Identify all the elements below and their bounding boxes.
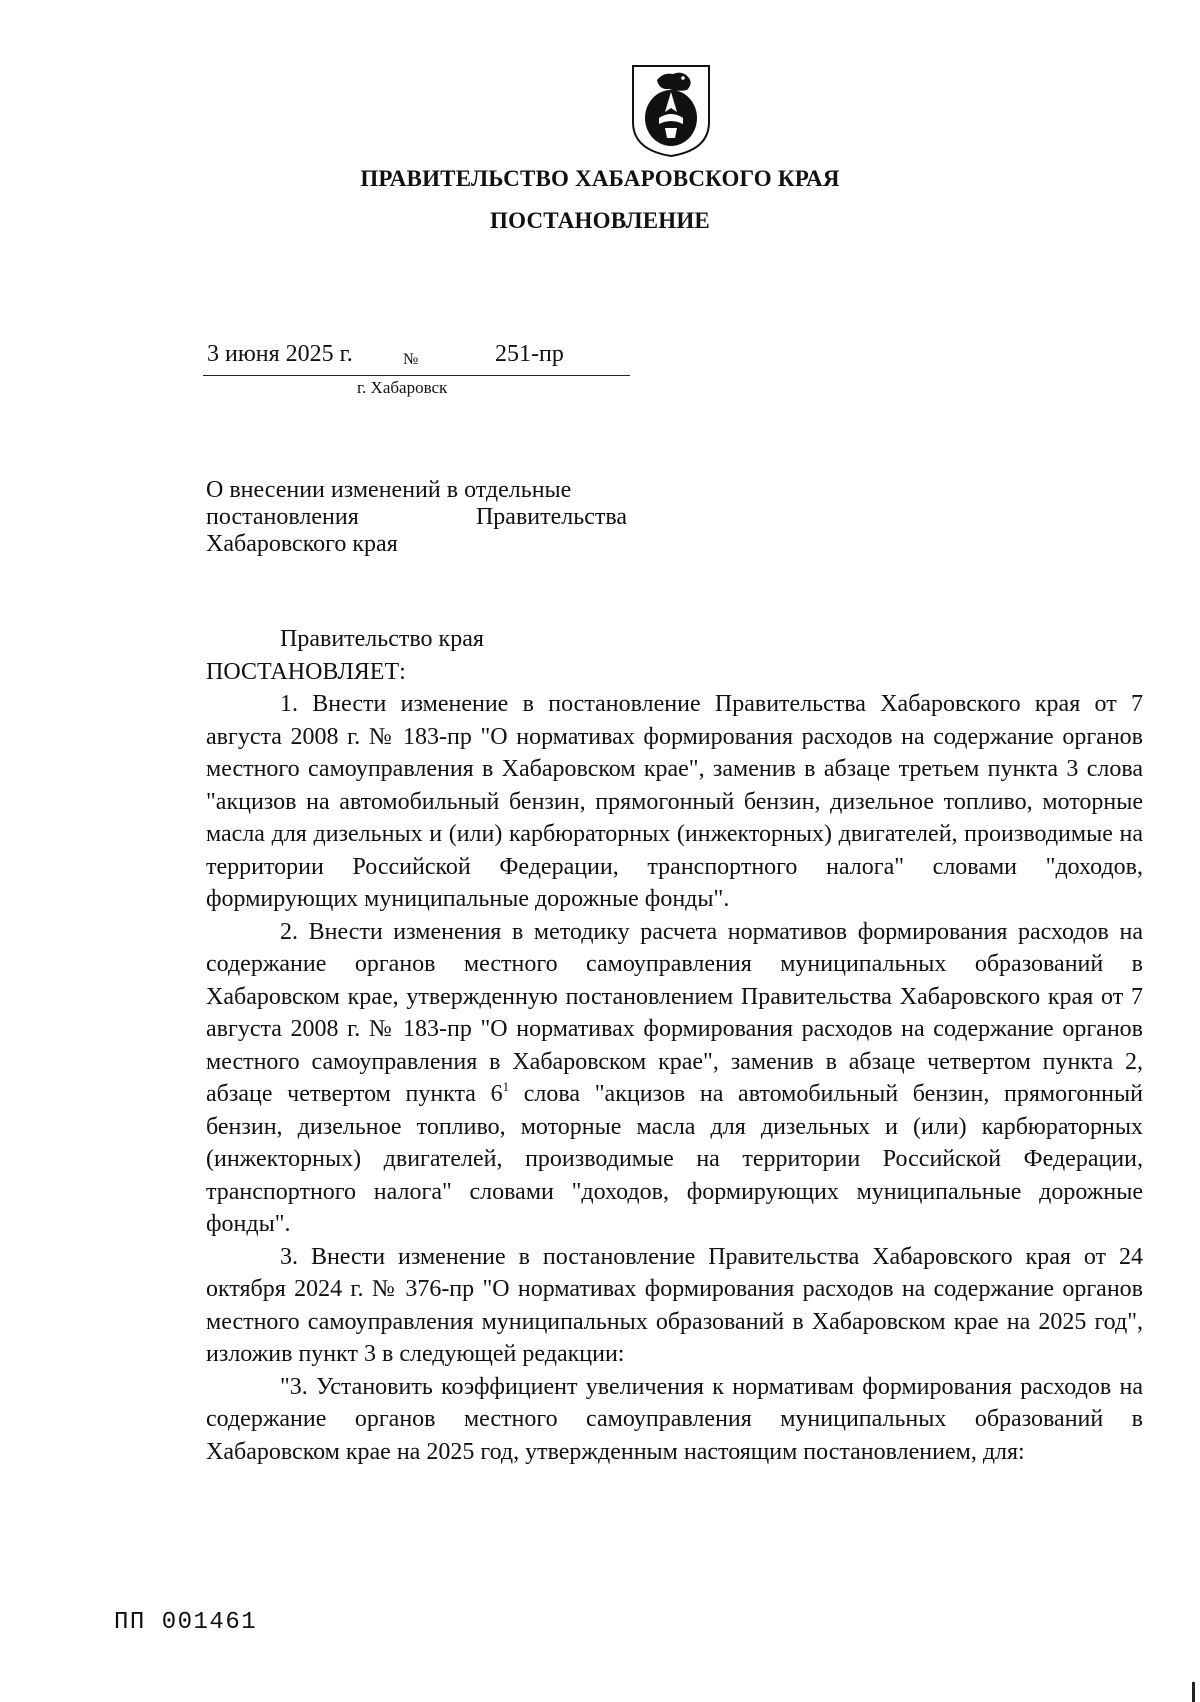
coat-of-arms-icon [629, 62, 713, 158]
subject-line-2-left: постановления [206, 504, 359, 530]
paragraph-2-part-2: слова "акцизов на автомобильный бензин, прямогонный бензин, дизельное топливо, моторные масла для дизельных и (или) карбюраторных (инжекторных) двигателей, производимые на территории Российской Федерации, транспортного налога" словами "доходов, формирующих муниципальные дорожные фонды". [206, 1081, 1143, 1237]
date-number-line [203, 341, 630, 376]
document-subject [206, 477, 627, 558]
paragraph-2-superscript: 1 [502, 1079, 510, 1094]
paragraph-2-part-1: 2. Внести изменения в методику расчета нормативов формирования расходов на содержание органов местного самоуправления муниципальных образований в Хабаровском крае, утвержденную постановлением Правительства Хабаровского края от 7 августа 2008 г. № 183-пр "О нормативах формирования расходов на содержание органов местного самоуправления в Хабаровском крае", заменив в абзаце четвертом пункта 2, абзаце четвертом пункта 6 [206, 918, 1143, 1107]
document-body [206, 623, 1143, 1468]
paragraph-4: "3. Установить коэффициент увеличения к нормативам формирования расходов на содержание органов местного самоуправления муниципальных образований в Хабаровском крае на 2025 год, утвержденным настоящим постановлением, для: [206, 1373, 1143, 1465]
document-date: 3 июня 2025 г. [207, 341, 353, 367]
page-edge-mark [1192, 1682, 1195, 1702]
city: г. Хабаровск [357, 378, 448, 397]
paragraph-2 [206, 916, 1143, 1241]
paragraph-3: 3. Внести изменение в постановление Правительства Хабаровского края от 24 октября 2024 г. № 376-пр "О нормативах формирования расходов на содержание органов местного самоуправления муниципальных образований в Хабаровском крае на 2025 год", изложив пункт 3 в следующей редакции: [206, 1243, 1143, 1367]
number-sign: № [403, 351, 419, 368]
decree-word: ПОСТАНОВЛЯЕТ: [206, 658, 406, 685]
subject-line-2 [206, 504, 627, 531]
intro-line: Правительство края [280, 626, 484, 652]
document-type: ПОСТАНОВЛЕНИЕ [490, 208, 710, 233]
paragraph-1: 1. Внести изменение в постановление Правительства Хабаровского края от 7 августа 2008 г. № 183-пр "О нормативах формирования расходов на содержание органов местного самоуправления в Хабаровском крае", заменив в абзаце третьем пункта 3 слова "акцизов на автомобильный бензин, прямогонный бензин, дизельное топливо, моторные масла для дизельных и (или) карбюраторных (инжекторных) двигателей, производимые на территории Российской Федерации, транспортного налога" словами "доходов, формирующих муниципальные дорожные фонды". [206, 691, 1143, 912]
subject-line-1: О внесении изменений в отдельные [206, 477, 572, 503]
coat-of-arms-emblem [629, 62, 713, 158]
government-name: ПРАВИТЕЛЬСТВО ХАБАРОВСКОГО КРАЯ [360, 166, 840, 191]
subject-line-2-right: Правительства [475, 504, 627, 530]
footer-code: ПП 001461 [114, 1609, 258, 1636]
document-number: 251-пр [495, 341, 564, 367]
subject-line-3: Хабаровского края [206, 531, 398, 557]
